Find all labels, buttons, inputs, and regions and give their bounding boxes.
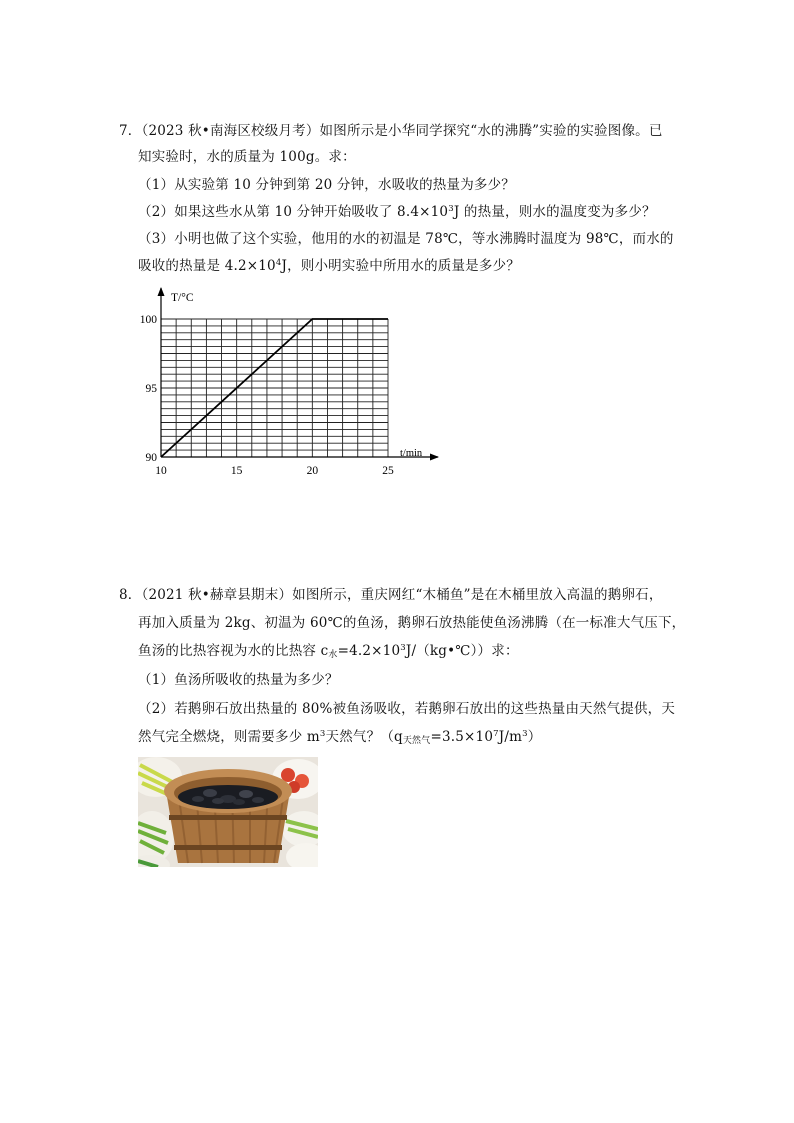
y-axis-label: T/°C [171, 292, 194, 304]
q7-sub3-text: 吸收的热量是 4.2×10 [138, 258, 276, 274]
temperature-time-chart [120, 280, 450, 485]
q8-line1: 8．（2021 秋•赫章县期末）如图所示，重庆网红“木桶鱼”是在木桶里放入高温的鹅卵石， [119, 587, 663, 603]
q8-line3-text-c: J/（kg•℃））求： [405, 643, 519, 659]
q7-line2: 知实验时，水的质量为 100g。求： [138, 149, 356, 165]
q8-sub2-text-d: J/m [498, 729, 523, 745]
y-tick-label: 100 [139, 314, 157, 326]
q8-sub2-exp2: 7 [493, 729, 499, 739]
q7-sub2-text: （2）如果这些水从第 10 分钟开始吸收了 8.4×10 [138, 204, 449, 220]
x-tick-label: 10 [155, 465, 167, 477]
y-tick-label: 90 [145, 452, 157, 464]
q8-sub2-text-b: 天然气？（q [325, 729, 403, 745]
q8-line3 [138, 641, 519, 661]
q8-line3-text-b: =4.2×10 [337, 643, 401, 659]
y-tick-label: 95 [145, 383, 157, 395]
q7-sub2-text-b: J 的热量，则水的温度变为多少？ [453, 204, 656, 220]
q7-sub3-cont [138, 256, 520, 276]
q8-line3-exp: 3 [400, 643, 406, 653]
q7-sub3-exp: 4 [275, 258, 282, 268]
q8-sub2: （2）若鹅卵石放出热量的 80%被鱼汤吸收，若鹅卵石放出的这些热量由天然气提供，天 [138, 701, 676, 717]
q8-line2: 再加入质量为 2kg、初温为 60℃的鱼汤，鹅卵石放热能使鱼汤沸腾（在一标准大气压下， [138, 615, 686, 631]
q7-line1: 7．（2023 秋•南海区校级月考）如图所示是小华同学探究“水的沸腾”实验的实验图像。已 [119, 123, 663, 139]
q8-sub2-text-c: =3.5×10 [430, 729, 494, 745]
q8-line3-sub: 水 [328, 650, 338, 660]
q7-sub1: （1）从实验第 10 分钟到第 20 分钟，水吸收的热量为多少？ [138, 177, 516, 193]
q8-sub2-exp: 3 [319, 729, 326, 739]
x-tick-label: 25 [382, 465, 394, 477]
x-tick-label: 15 [230, 465, 243, 477]
q7-sub2 [138, 202, 656, 222]
q8-line3-text: 鱼汤的比热容视为水的比热容 c [138, 643, 329, 659]
x-tick-label: 20 [306, 465, 319, 477]
q7-sub3-text-b: J，则小明实验中所用水的质量是多少？ [281, 258, 520, 274]
q8-sub2-text: 然气完全燃烧，则需要多少 m [138, 729, 320, 745]
q8-sub2-exp3: 3 [522, 729, 528, 739]
chart-grid [161, 319, 388, 457]
x-axis-label: t/min [400, 448, 423, 459]
q7-sub2-exp: 3 [448, 204, 454, 214]
q7-sub3: （3）小明也做了这个实验，他用的水的初温是 78℃，等水沸腾时温度为 98℃，而水的 [138, 231, 674, 247]
wooden-bucket-fish-photo [138, 757, 318, 867]
q8-sub2-cont [138, 727, 541, 747]
q8-sub1: （1）鱼汤所吸收的热量为多少？ [138, 672, 339, 688]
y-axis-arrow-icon [158, 287, 165, 296]
x-axis-arrow-icon [430, 454, 439, 461]
q8-sub2-text-e: ） [527, 729, 542, 745]
q8-sub2-sub: 天然气 [402, 736, 431, 746]
